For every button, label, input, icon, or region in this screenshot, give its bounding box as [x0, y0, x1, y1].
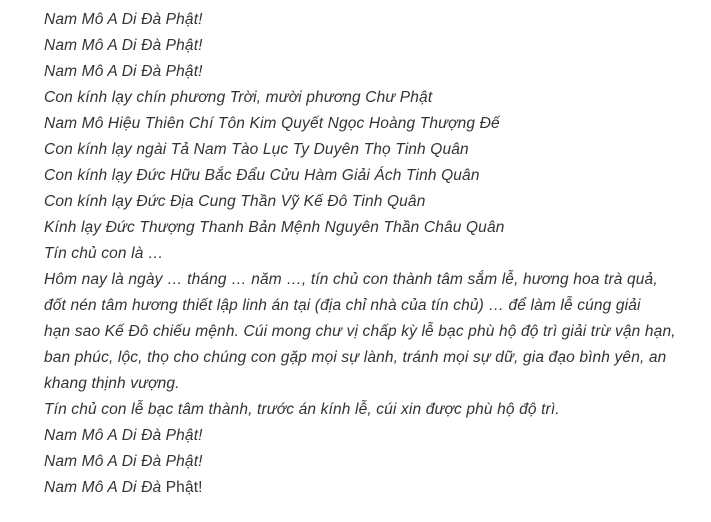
text-line: Con kính lạy Đức Địa Cung Thần Vỹ Kế Đô Tinh Quân [44, 193, 426, 210]
text-line: Nam Mô A Di Đà Phật! [44, 427, 203, 444]
text-line: Tín chủ con lễ bạc tâm thành, trước án kính lễ, cúi xin được phù hộ độ trì. [44, 401, 560, 418]
paragraph-line: khang thịnh vượng. [44, 375, 180, 392]
final-line-prefix: Nam Mô A Di Đà [44, 479, 166, 496]
text-line: Tín chủ con là … [44, 245, 164, 262]
text-line: Con kính lạy Đức Hữu Bắc Đẩu Cửu Hàm Giải Ách Tinh Quân [44, 167, 480, 184]
text-line: Kính lạy Đức Thượng Thanh Bản Mệnh Nguyên Thần Châu Quân [44, 219, 505, 236]
text-line: Con kính lạy ngài Tả Nam Tào Lục Ty Duyên Thọ Tinh Quân [44, 141, 469, 158]
text-line: Nam Mô A Di Đà Phật! [44, 37, 203, 54]
final-line-last-word: Phật! [165, 479, 203, 496]
text-line: Nam Mô Hiệu Thiên Chí Tôn Kim Quyết Ngọc Hoàng Thượng Đế [44, 115, 500, 132]
text-line: Nam Mô A Di Đà Phật! [44, 63, 203, 80]
final-line [44, 475, 694, 501]
paragraph-line: ban phúc, lộc, thọ cho chúng con gặp mọi sự lành, tránh mọi sự dữ, gia đạo bình yên, an [44, 349, 667, 366]
paragraph-line: đốt nén tâm hương thiết lập linh án tại (địa chỉ nhà của tín chủ) … để làm lễ cúng giải [44, 297, 641, 314]
prayer-text [44, 7, 694, 501]
paragraph-line: hạn sao Kế Đô chiếu mệnh. Cúi mong chư vị chấp kỳ lễ bạc phù hộ độ trì giải trừ vận hạn, [44, 323, 676, 340]
text-line: Nam Mô A Di Đà Phật! [44, 11, 203, 28]
paragraph-line: Hôm nay là ngày … tháng … năm …, tín chủ con thành tâm sắm lễ, hương hoa trà quả, [44, 271, 658, 288]
text-line: Con kính lạy chín phương Trời, mười phương Chư Phật [44, 89, 433, 106]
text-line: Nam Mô A Di Đà Phật! [44, 453, 203, 470]
